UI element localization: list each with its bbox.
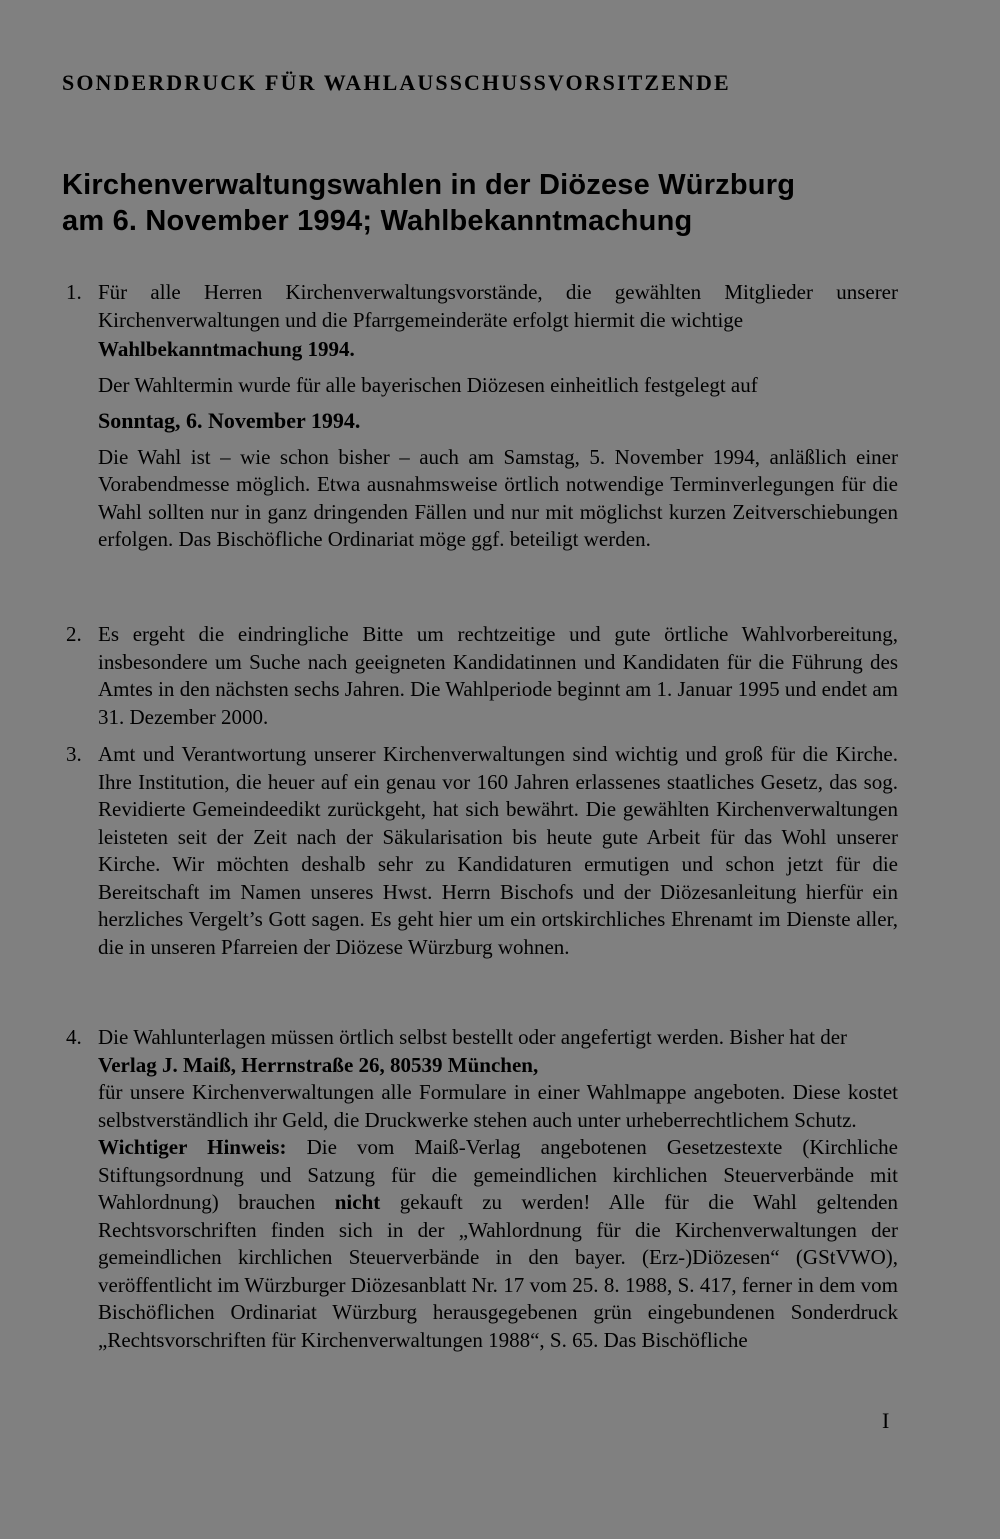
section-number: 3. (66, 742, 82, 766)
title-line-1: Kirchenverwaltungswahlen in der Diözese Würzburg (62, 169, 796, 201)
important-note (98, 1134, 898, 1354)
section-1 (66, 279, 898, 554)
section-1-intro: Für alle Herren Kirchenverwaltungsvorstände, die gewählten Mitglieder unserer Kirchenverwaltungen und die Pfarrgemeinderäte erfolgt hiermit die wichtige (98, 280, 898, 332)
section-number: 4. (66, 1025, 82, 1049)
publisher-address: Verlag J. Maiß, Herrnstraße 26, 80539 München, (98, 1052, 539, 1077)
section-4-intro: Die Wahlunterlagen müssen örtlich selbst bestellt oder angefertigt werden. Bisher hat der (98, 1025, 848, 1049)
announcement-heading: Wahlbekanntmachung 1994. (98, 337, 355, 361)
section-4 (66, 1024, 898, 1354)
title-line-2: am 6. November 1994; Wahlbekanntmachung (62, 205, 693, 237)
section-3-text: Amt und Verantwortung unserer Kirchenverwaltungen sind wichtig und groß für die Kirche. Ihre Institution, die heuer auf ein genau vor 160 Jahren erlassenes staatliches Gesetz, das sog. Revidierte Gemeindeedikt zurückgeht, hat sich bewährt. Die gewählten Kirchenverwaltungen leisteten seit der Zeit nach der Säkularisation bis heute gute Arbeit für das Wohl unserer Kirche. Wir möchten deshalb sehr zu Kandidaturen ermutigen und schon jetzt für die Bereitschaft im Namen unseres Hwst. Herrn Bischofs und der Diözesanleitung hierfür ein herzliches Vergelt’s Gott sagen. Es geht hier um ein ortskirchliches Ehrenamt im Dienste aller, die in unseren Pfarreien der Diözese Würzburg wohnen. (98, 742, 898, 959)
document-header: SONDERDRUCK FÜR WAHLAUSSCHUSSVORSITZENDE (62, 70, 731, 95)
page-number: I (882, 1408, 890, 1433)
section-1-details: Die Wahl ist – wie schon bisher – auch am Samstag, 5. November 1994, anläßlich einer Vorabendmesse möglich. Etwa ausnahmsweise örtlich notwendige Terminverlegungen für die Wahl sollten nur in ganz dringenden Fällen und nur mit möglichst kurzen Zeitverschiebungen erfolgen. Das Bischöfliche Ordinariat möge ggf. beteiligt werden. (98, 444, 898, 551)
important-note-text-b: gekauft zu werden! Alle für die Wahl geltenden Rechtsvorschriften finden sich in der „Wahlordnung für die Kirchenverwaltungen der gemeindlichen kirchlichen Steuerverbände in den bayer. (Erz-)Diözesen“ (GStVWO), veröffentlicht im Würzburger Diözesanblatt Nr. 17 vom 25. 8. 1988, S. 417, ferner in dem vom Bischöflichen Ordinariat Würzburg herausgegebenen grün eingebundenen Sonderdruck „Rechtsvorschriften für Kirchenverwaltungen 1988“, S. 65. Das Bischöfliche (98, 1190, 898, 1352)
important-note-text-a: Die vom Maiß-Verlag angebotenen Gesetzestexte (Kirchliche Stiftungsordnung und Satzung für die gemeindlichen kirchlichen Steuerverbände mit Wahlordnung) brauchen (98, 1135, 898, 1214)
section-2-text: Es ergeht die eindringliche Bitte um rechtzeitige und gute örtliche Wahlvorbereitung, insbesondere um Suche nach geeigneten Kandidatinnen und Kandidaten für die Führung des Amtes in den nächsten sechs Jahren. Die Wahlperiode beginnt am 1. Januar 1995 und endet am 31. Dezember 2000. (98, 622, 898, 729)
document-title (62, 167, 795, 239)
important-note-label: Wichtiger Hinweis: (98, 1135, 287, 1159)
section-number: 2. (66, 622, 82, 646)
election-date: Sonntag, 6. November 1994. (98, 408, 361, 433)
section-2 (66, 621, 898, 731)
section-4-forms: für unsere Kirchenverwaltungen alle Formulare in einer Wahlmappe angeboten. Diese kostet selbstverständlich ihr Geld, die Druckwerke stehen auch unter urheberrechtlichem Schutz. (98, 1080, 898, 1132)
important-note-emphasis: nicht (334, 1190, 381, 1214)
section-number: 1. (66, 280, 82, 304)
section-3 (66, 741, 898, 961)
section-1-date-intro: Der Wahltermin wurde für alle bayerischen Diözesen einheitlich festgelegt auf (98, 372, 758, 397)
